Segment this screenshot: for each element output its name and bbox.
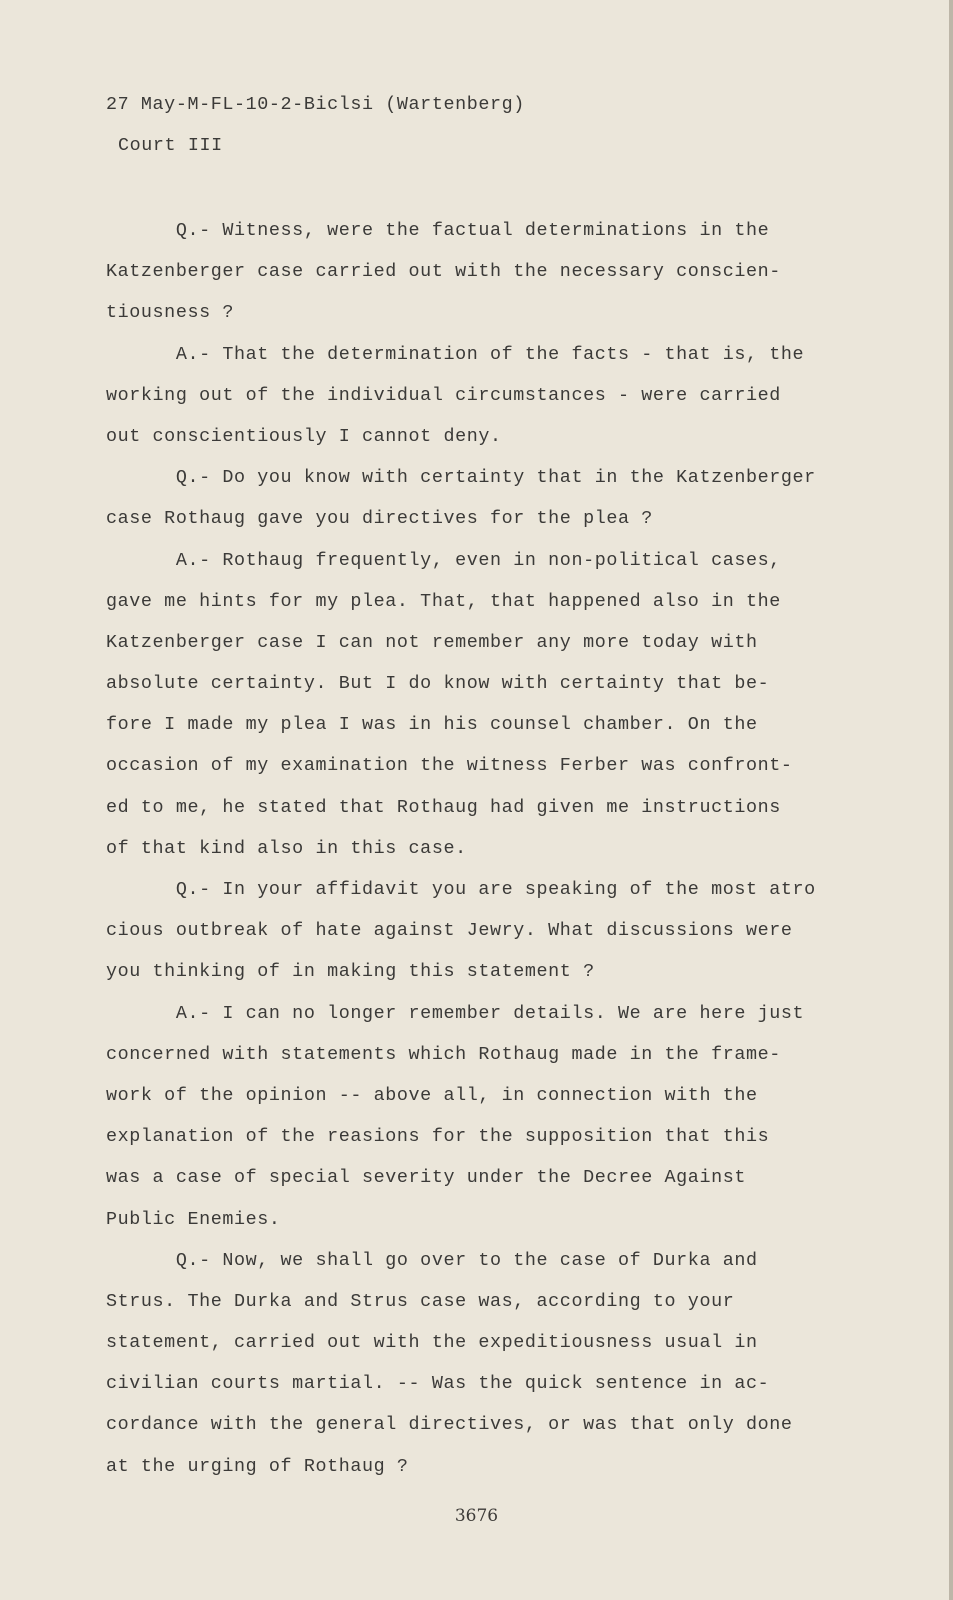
text-line: Q.- In your affidavit you are speaking of the most atro xyxy=(106,879,816,900)
question-paragraph xyxy=(106,869,866,993)
court-designation: Court III xyxy=(118,135,223,156)
testimony-paragraphs xyxy=(106,210,866,1487)
text-line: tiousness ? xyxy=(106,302,234,324)
text-line: work of the opinion -- above all, in connection with the xyxy=(106,1084,758,1106)
text-line: you thinking of in making this statement ? xyxy=(106,961,595,983)
text-line: at the urging of Rothaug ? xyxy=(106,1455,409,1477)
transcript-body xyxy=(106,84,866,1487)
answer-paragraph xyxy=(106,993,866,1240)
text-line: of that kind also in this case. xyxy=(106,837,467,859)
text-line: Public Enemies. xyxy=(106,1208,281,1230)
text-line: Q.- Now, we shall go over to the case of Durka and xyxy=(106,1249,758,1271)
question-paragraph xyxy=(106,1240,866,1487)
text-line: statement, carried out with the expeditiousness usual in xyxy=(106,1332,758,1354)
text-line: A.- I can no longer remember details. We are here just xyxy=(106,1002,805,1024)
text-line: case Rothaug gave you directives for the plea ? xyxy=(106,508,653,530)
text-line: cordance with the general directives, or was that only done xyxy=(106,1414,793,1436)
text-line: Strus. The Durka and Strus case was, according to your xyxy=(106,1290,735,1312)
text-line: occasion of my examination the witness Ferber was confront- xyxy=(106,755,793,777)
text-line: fore I made my plea I was in his counsel chamber. On the xyxy=(106,714,758,736)
page-edge xyxy=(949,0,953,1600)
page-number: 3676 xyxy=(454,1506,499,1526)
text-line: Katzenberger case carried out with the necessary conscien- xyxy=(106,261,781,283)
text-line: was a case of special severity under the Decree Against xyxy=(106,1167,746,1189)
text-line: cious outbreak of hate against Jewry. What discussions were xyxy=(106,920,793,942)
text-line: ed to me, he stated that Rothaug had given me instructions xyxy=(106,796,781,818)
text-line: out conscientiously I cannot deny. xyxy=(106,425,502,447)
answer-paragraph xyxy=(106,334,866,458)
text-line: concerned with statements which Rothaug made in the frame- xyxy=(106,1043,781,1065)
text-line: Q.- Do you know with certainty that in the Katzenberger xyxy=(106,467,816,489)
answer-paragraph xyxy=(106,540,866,870)
text-line: working out of the individual circumstances - were carried xyxy=(106,384,781,406)
question-paragraph xyxy=(106,457,866,539)
text-line: Q.- Witness, were the factual determinations in the xyxy=(106,220,770,241)
text-line: A.- Rothaug frequently, even in non-political cases, xyxy=(106,549,781,571)
document-reference: 27 May-M-FL-10-2-Biclsi (Wartenberg) xyxy=(106,94,525,115)
text-line: civilian courts martial. -- Was the quick sentence in ac- xyxy=(106,1373,770,1395)
text-line: Katzenberger case I can not remember any more today with xyxy=(106,631,758,653)
text-line: A.- That the determination of the facts - that is, the xyxy=(106,343,805,365)
question-paragraph xyxy=(106,210,866,334)
text-line: gave me hints for my plea. That, that happened also in the xyxy=(106,590,781,612)
text-line: explanation of the reasions for the supposition that this xyxy=(106,1126,770,1148)
text-line: absolute certainty. But I do know with certainty that be- xyxy=(106,673,770,695)
